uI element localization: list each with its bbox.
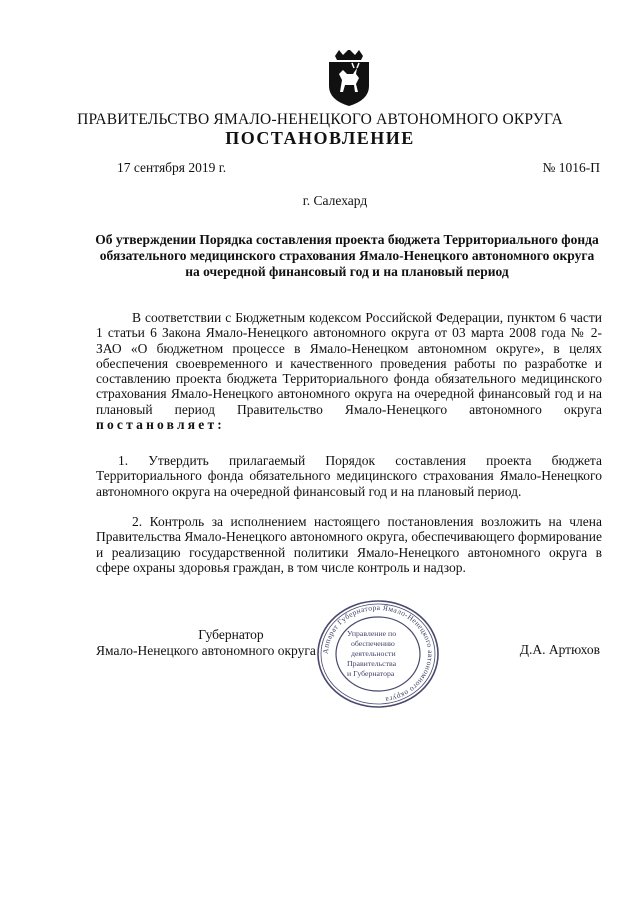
- signature-role-region: Ямало-Ненецкого автономного округа: [96, 642, 316, 658]
- signature-role: [96, 627, 326, 658]
- preamble-text: В соответствии с Бюджетным кодексом Российской Федерации, пунктом 6 части 1 статьи 6 Закона Ямало-Ненецкого автономного округа от 03 марта 2008 года № 2-ЗАО «О бюджетном процессе в Ямало-Ненецком автономном округе», в целях обеспечения своевременного и качественного проведения работы по разработке и составлению проекта бюджета Территориального фонда обязательного медицинского страхования Ямало-Ненецкого автономного округа на очередной финансовый год и на плановый период Правительство Ямало-Ненецкого автономного округа: [96, 310, 602, 417]
- stamp-line: Управление по: [347, 629, 397, 638]
- coat-of-arms-emblem-icon: [325, 50, 373, 106]
- official-stamp: [313, 598, 443, 710]
- document-number: № 1016-П: [542, 160, 600, 175]
- stamp-line: Правительства: [347, 659, 397, 668]
- document-type-title: ПОСТАНОВЛЕНИЕ: [225, 128, 415, 148]
- stamp-line: обеспечению: [351, 639, 395, 648]
- stamp-line: и Губернатора: [347, 669, 395, 678]
- document-subject: Об утверждении Порядка составления проекта бюджета Территориального фонда обязательного медицинского страхования Ямало-Ненецкого автономного округа на очередной финансовый год и на плановый период: [95, 232, 599, 279]
- signature-role-title: Губернатор: [198, 627, 264, 642]
- preamble-paragraph: [96, 310, 602, 432]
- decree-word: постановляет:: [96, 417, 225, 433]
- signature-name: Д.А. Артюхов: [519, 642, 600, 657]
- document-date: 17 сентября 2019 г.: [117, 160, 227, 175]
- clause-1: 1. Утвердить прилагаемый Порядок составления проекта бюджета Территориального фонда обязательного медицинского страхования Ямало-Ненецкого автономного округа на очередной финансовый год и на плановый период.: [96, 453, 602, 499]
- stamp-line: деятельности: [351, 649, 396, 658]
- clause-2: 2. Контроль за исполнением настоящего постановления возложить на члена Правительства Ямало-Ненецкого автономного округа, обеспечивающего формирование и реализацию государственной политики Ямало-Ненецкого автономного округа в сфере охраны здоровья граждан, в том числе контроль и надзор.: [96, 514, 602, 575]
- document-city: г. Салехард: [302, 193, 368, 208]
- government-title: ПРАВИТЕЛЬСТВО ЯМАЛО-НЕНЕЦКОГО АВТОНОМНОГО ОКРУГА: [77, 111, 563, 128]
- stamp-ring-text: Аппарат Губернатора Ямало-Ненецкого автономного округа: [320, 602, 436, 705]
